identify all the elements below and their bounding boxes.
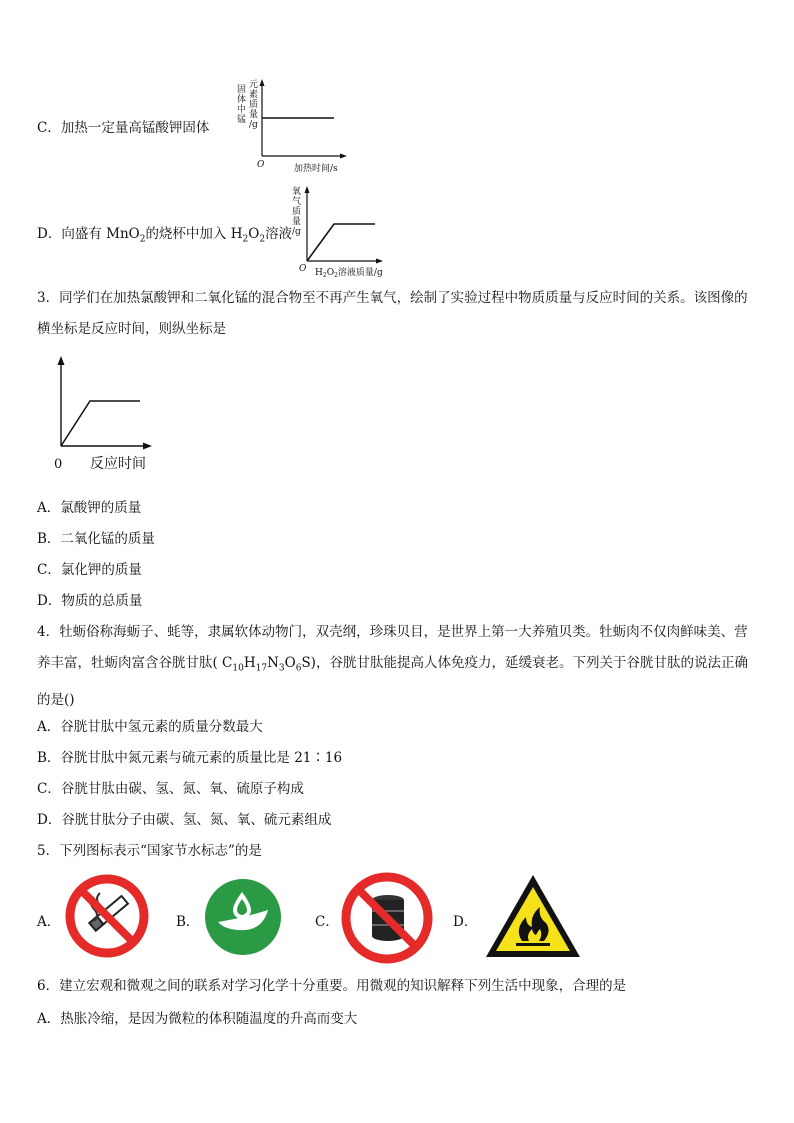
q6-stem: 6．建立宏观和微观之间的联系对学习化学十分重要。用微观的知识解释下列生活中现象，合理的是 [37,978,627,994]
q2c-ylabel-c2-0: 元 [249,80,259,90]
q2c-ylabel-c1-2: 中 [237,105,247,115]
q4-option-a[interactable]: A．谷胱甘肽中氢元素的质量分数最大 [37,719,263,735]
q3-option-a[interactable]: A．氯酸钾的质量 [37,500,142,516]
q2d-sub-3: 2 [259,234,266,245]
q5-label-c[interactable]: C． [315,914,339,930]
q4-sub-n: 3 [278,663,285,674]
q2c-ylabel-c2-2: 质 [249,100,259,110]
q2d-ylabel-1: 气 [292,197,302,207]
q2-option-c[interactable]: C．加热一定量高锰酸钾固体 [37,120,210,136]
q2d-origin: O [299,264,307,274]
q2-option-d[interactable] [37,225,292,249]
q2c-ylabel-c2-3: 量 [249,110,259,120]
q2d-ylabel-4: /g [292,227,301,237]
q4-option-c[interactable]: C．谷胱甘肽由碳、氢、氮、氧、硫原子构成 [37,781,304,797]
q3-option-d[interactable]: D．物质的总质量 [37,593,143,609]
q3-origin: 0 [54,457,63,472]
q2d-ylabel-2: 质 [292,207,302,217]
q4-sub-c: 10 [232,663,244,674]
q6-option-a[interactable]: A．热胀冷缩，是因为微粒的体积随温度的升高而变大 [37,1011,358,1027]
q2c-ylabel-c2-1: 素 [249,90,259,100]
q2c-ylabel-c2-4: /g [249,120,258,130]
q5-label-a[interactable]: A． [37,914,61,930]
q2d-sub-1: 2 [139,234,146,245]
q2d-text-4: 溶液 [265,226,293,242]
q4-el-n: N [267,655,279,671]
q2d-ylabel-3: 量 [292,217,302,227]
q2c-xlabel: 加热时间/s [294,164,338,174]
q2d-curve [307,224,375,261]
q4-option-b[interactable]: B．谷胱甘肽中氮元素与硫元素的质量比是 21∶16 [37,750,343,766]
q2d-sub-2: 2 [242,234,249,245]
q2d-graph [283,184,398,280]
q3-graph [45,354,170,476]
q3-stem: 3．同学们在加热氯酸钾和二氧化锰的混合物至不再产生氧气，绘制了实验过程中物质质量与反应时间的关系。该图像的横坐标是反应时间，则纵坐标是 [37,290,748,337]
q4-sub-h: 17 [255,663,268,674]
q4-option-d[interactable]: D．谷胱甘肽分子由碳、氢、氮、氧、硫元素组成 [37,812,332,828]
q3-option-c[interactable]: C．氯化钾的质量 [37,562,142,578]
q2c-graph [230,78,360,176]
water-saving-icon[interactable] [204,878,282,956]
q3-curve [61,401,140,446]
q4-el-h: H [243,655,256,671]
q4-el-o: O [284,655,296,671]
q2c-ylabel [237,79,258,130]
q2c-ylabel-c1-0: 固 [237,85,247,95]
q3-xlabel: 反应时间 [90,456,146,472]
q2d-text-1: D．向盛有 MnO [37,226,140,242]
q4-sub-o: 6 [295,663,302,674]
q3-option-b[interactable]: B．二氧化锰的质量 [37,531,155,547]
q2c-origin: O [257,160,265,170]
q2d-text-3: O [248,226,260,242]
q5-stem: 5．下列图标表示“国家节水标志”的是 [37,843,262,859]
flammable-warning-icon[interactable] [482,871,584,961]
q2d-ylabel-0: 氧 [292,187,302,197]
q5-label-d[interactable]: D． [453,914,478,930]
no-smoking-icon[interactable] [64,873,150,959]
q2d-xlabel: $H_2O_2$溶液质量/g [315,268,383,279]
q4-stem-text-2: S)，谷胱甘肽能提高人体免疫力，延缓衰老。下列关于谷胱甘肽的说法正确的是() [37,655,748,708]
no-toxic-waste-icon[interactable] [340,871,434,965]
q2d-text-2: 的烧杯中加入 H [145,226,243,242]
q4-stem-text-1: 4．牡蛎俗称海蛎子、蚝等，隶属软体动物门，双壳纲，珍珠贝目，是世界上第一大养殖贝类。牡蛎肉不仅肉鲜味美、营养丰富，牡蛎肉富含谷胱甘肽( C [37,624,748,671]
q4-stem [37,617,759,716]
q5-label-b[interactable]: B． [176,914,200,930]
q2c-ylabel-c1-1: 体 [237,95,247,105]
q2c-ylabel-c1-3: 锰 [237,115,247,125]
